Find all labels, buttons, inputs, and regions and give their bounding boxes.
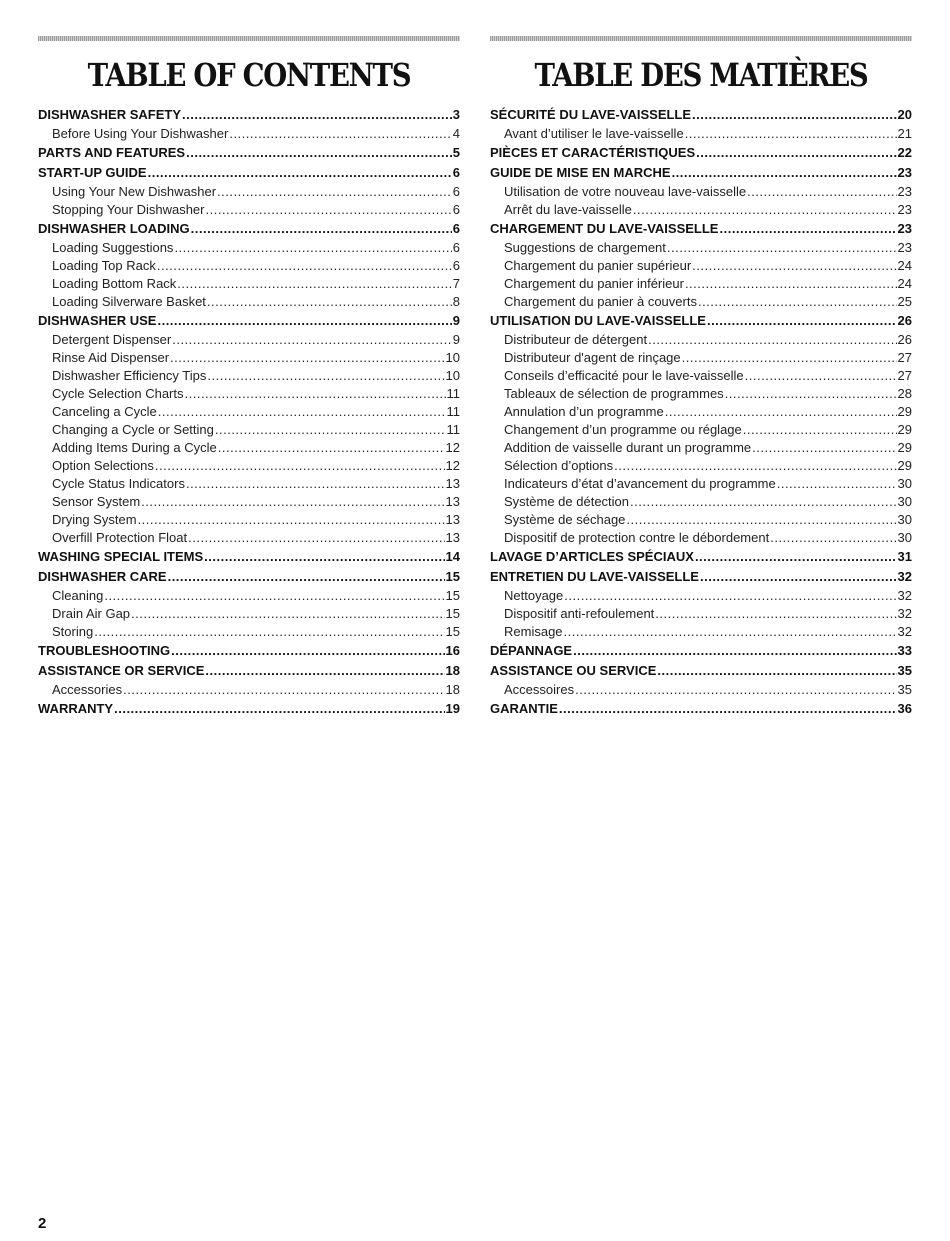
toc-subsection-entry: [490, 201, 912, 219]
entry-page-number: 22: [897, 145, 912, 160]
entry-page-number: 8: [452, 294, 460, 309]
toc-title: TABLE DES MATIÈRES: [534, 56, 868, 94]
entry-page-number: 11: [446, 404, 460, 419]
dot-leader: [630, 493, 897, 511]
entry-label: Arrêt du lave-vaisselle: [504, 202, 632, 217]
toc-subsection-entry: [38, 331, 460, 349]
toc-subsection-entry: [490, 421, 912, 439]
dot-leader: [182, 105, 452, 125]
toc-section-entry: [490, 163, 912, 183]
entry-page-number: 6: [452, 258, 460, 273]
entry-label: DISHWASHER USE: [38, 313, 157, 328]
entry-label: DISHWASHER CARE: [38, 569, 167, 584]
entry-label: Chargement du panier inférieur: [504, 276, 684, 291]
entry-page-number: 27: [897, 350, 912, 365]
dot-leader: [692, 105, 896, 125]
toc-section-entry: [38, 661, 460, 681]
toc-subsection-entry: [38, 125, 460, 143]
toc-section-entry: [490, 311, 912, 331]
toc-section-entry: [490, 661, 912, 681]
entry-page-number: 6: [452, 240, 460, 255]
dot-leader: [695, 547, 897, 567]
entry-label: ENTRETIEN DU LAVE-VAISSELLE: [490, 569, 699, 584]
toc-section-entry: [490, 641, 912, 661]
dot-leader: [564, 623, 897, 641]
toc-subsection-entry: [490, 403, 912, 421]
entry-page-number: 18: [445, 682, 460, 697]
toc-section-entry: [490, 219, 912, 239]
dot-leader: [700, 567, 897, 587]
dot-leader: [157, 257, 452, 275]
dot-leader: [186, 475, 445, 493]
toc-entry-list: [490, 105, 912, 719]
toc-section-entry: [490, 547, 912, 567]
entry-page-number: 12: [445, 440, 460, 455]
toc-subsection-entry: [38, 681, 460, 699]
toc-subsection-entry: [38, 587, 460, 605]
dot-leader: [157, 311, 451, 331]
entry-label: Utilisation de votre nouveau lave-vaisselle: [504, 184, 747, 199]
entry-page-number: 15: [445, 624, 460, 639]
entry-page-number: 12: [445, 458, 460, 473]
dot-leader: [719, 219, 896, 239]
dot-leader: [672, 163, 897, 183]
entry-page-number: 35: [897, 663, 912, 678]
dot-leader: [205, 661, 444, 681]
toc-subsection-entry: [38, 421, 460, 439]
entry-page-number: 21: [897, 126, 912, 141]
entry-label: GARANTIE: [490, 701, 558, 716]
entry-page-number: 24: [897, 276, 912, 291]
entry-label: Nettoyage: [504, 588, 564, 603]
entry-page-number: 29: [897, 458, 912, 473]
entry-label: Changement d’un programme ou réglage: [504, 422, 742, 437]
entry-label: Tableaux de sélection de programmes: [504, 386, 724, 401]
entry-page-number: 6: [452, 165, 460, 180]
dot-leader: [770, 529, 896, 547]
entry-label: Suggestions de chargement: [504, 240, 666, 255]
dot-leader: [155, 457, 445, 475]
header-rule: [38, 36, 460, 41]
entry-label: LAVAGE D’ARTICLES SPÉCIAUX: [490, 549, 694, 564]
toc-subsection-entry: [490, 125, 912, 143]
entry-page-number: 32: [897, 624, 912, 639]
toc-section-entry: [38, 143, 460, 163]
toc-subsection-entry: [38, 403, 460, 421]
dot-leader: [191, 219, 452, 239]
entry-page-number: 23: [897, 221, 912, 236]
entry-page-number: 10: [445, 350, 460, 365]
entry-label: Système de séchage: [504, 512, 626, 527]
toc-subsection-entry: [490, 257, 912, 275]
toc-subsection-entry: [38, 457, 460, 475]
entry-page-number: 6: [452, 221, 460, 236]
entry-label: Cycle Selection Charts: [52, 386, 184, 401]
entry-page-number: 7: [452, 276, 460, 291]
entry-label: PIÈCES ET CARACTÉRISTIQUES: [490, 145, 696, 160]
entry-page-number: 36: [897, 701, 912, 716]
entry-label: Avant d’utiliser le lave-vaisselle: [504, 126, 684, 141]
dot-leader: [172, 331, 452, 349]
entry-page-number: 29: [897, 422, 912, 437]
entry-page-number: 14: [445, 549, 460, 564]
toc-subsection-entry: [38, 349, 460, 367]
toc-subsection-entry: [490, 511, 912, 529]
entry-page-number: 30: [897, 494, 912, 509]
dot-leader: [186, 143, 452, 163]
toc-section-entry: [38, 547, 460, 567]
entry-label: Drain Air Gap: [52, 606, 131, 621]
toc-subsection-entry: [38, 367, 460, 385]
entry-page-number: 32: [897, 588, 912, 603]
entry-page-number: 19: [445, 701, 460, 716]
entry-label: Loading Suggestions: [52, 240, 174, 255]
toc-subsection-entry: [490, 367, 912, 385]
entry-label: Conseils d’efficacité pour le lave-vaisselle: [504, 368, 744, 383]
dot-leader: [626, 511, 896, 529]
toc-subsection-entry: [490, 239, 912, 257]
entry-label: GUIDE DE MISE EN MARCHE: [490, 165, 671, 180]
toc-subsection-entry: [490, 529, 912, 547]
dot-leader: [657, 661, 896, 681]
entry-page-number: 29: [897, 440, 912, 455]
entry-page-number: 26: [897, 332, 912, 347]
entry-page-number: 3: [452, 107, 460, 122]
entry-page-number: 11: [446, 422, 460, 437]
entry-page-number: 23: [897, 240, 912, 255]
dot-leader: [188, 529, 444, 547]
entry-label: Accessories: [52, 682, 123, 697]
dot-leader: [564, 587, 896, 605]
dot-leader: [141, 493, 444, 511]
toc-section-entry: [490, 143, 912, 163]
entry-label: Detergent Dispenser: [52, 332, 172, 347]
dot-leader: [207, 367, 444, 385]
entry-label: Indicateurs d’état d’avancement du programme: [504, 476, 776, 491]
entry-page-number: 13: [445, 512, 460, 527]
dot-leader: [696, 143, 896, 163]
entry-label: UTILISATION DU LAVE-VAISSELLE: [490, 313, 706, 328]
entry-label: Canceling a Cycle: [52, 404, 157, 419]
entry-label: Addition de vaisselle durant un programme: [504, 440, 752, 455]
entry-label: Annulation d’un programme: [504, 404, 664, 419]
dot-leader: [174, 239, 451, 257]
toc-subsection-entry: [38, 493, 460, 511]
entry-page-number: 13: [445, 530, 460, 545]
dot-leader: [131, 605, 444, 623]
entry-label: Cycle Status Indicators: [52, 476, 185, 491]
entry-page-number: 23: [897, 165, 912, 180]
entry-page-number: 23: [897, 184, 912, 199]
entry-page-number: 32: [897, 569, 912, 584]
page-number: 2: [38, 1215, 47, 1232]
dot-leader: [148, 163, 452, 183]
toc-subsection-entry: [38, 385, 460, 403]
toc-subsection-entry: [38, 439, 460, 457]
toc-subsection-entry: [490, 475, 912, 493]
english-toc-column: [38, 36, 460, 719]
toc-title: TABLE OF CONTENTS: [87, 56, 411, 94]
dot-leader: [207, 293, 452, 311]
toc-subsection-entry: [38, 623, 460, 641]
entry-label: DISHWASHER LOADING: [38, 221, 190, 236]
dot-leader: [707, 311, 897, 331]
toc-section-entry: [38, 311, 460, 331]
entry-label: Dispositif de protection contre le débordement: [504, 530, 770, 545]
entry-page-number: 30: [897, 512, 912, 527]
dot-leader: [667, 239, 897, 257]
entry-label: PARTS AND FEATURES: [38, 145, 186, 160]
dot-leader: [655, 605, 896, 623]
entry-page-number: 23: [897, 202, 912, 217]
dot-leader: [698, 293, 897, 311]
header-rule: [490, 36, 912, 41]
entry-label: Accessoires: [504, 682, 575, 697]
dot-leader: [185, 385, 446, 403]
toc-section-entry: [38, 699, 460, 719]
dot-leader: [177, 275, 451, 293]
entry-label: ASSISTANCE OU SERVICE: [490, 663, 657, 678]
toc-section-entry: [38, 163, 460, 183]
entry-page-number: 20: [897, 107, 912, 122]
toc-subsection-entry: [490, 587, 912, 605]
dot-leader: [743, 421, 897, 439]
toc-subsection-entry: [490, 605, 912, 623]
entry-page-number: 30: [897, 530, 912, 545]
entry-label: Sensor System: [52, 494, 141, 509]
toc-subsection-entry: [38, 529, 460, 547]
toc-subsection-entry: [490, 275, 912, 293]
toc-subsection-entry: [38, 201, 460, 219]
toc-section-entry: [38, 105, 460, 125]
toc-section-entry: [38, 567, 460, 587]
entry-label: Dishwasher Efficiency Tips: [52, 368, 207, 383]
entry-page-number: 5: [452, 145, 460, 160]
entry-page-number: 9: [452, 332, 460, 347]
entry-label: TROUBLESHOOTING: [38, 643, 171, 658]
dot-leader: [94, 623, 444, 641]
toc-subsection-entry: [490, 623, 912, 641]
entry-page-number: 11: [446, 386, 460, 401]
dot-leader: [685, 275, 897, 293]
entry-page-number: 4: [452, 126, 460, 141]
dot-leader: [752, 439, 896, 457]
entry-label: Changing a Cycle or Setting: [52, 422, 214, 437]
entry-page-number: 16: [445, 643, 460, 658]
toc-subsection-entry: [38, 275, 460, 293]
dot-leader: [171, 641, 444, 661]
dot-leader: [692, 257, 896, 275]
entry-page-number: 28: [897, 386, 912, 401]
entry-label: Loading Top Rack: [52, 258, 156, 273]
entry-page-number: 26: [897, 313, 912, 328]
dot-leader: [217, 183, 452, 201]
entry-label: Drying System: [52, 512, 137, 527]
entry-label: Overfill Protection Float: [52, 530, 188, 545]
entry-page-number: 24: [897, 258, 912, 273]
entry-label: Loading Bottom Rack: [52, 276, 177, 291]
entry-page-number: 27: [897, 368, 912, 383]
entry-label: Distributeur d'agent de rinçage: [504, 350, 681, 365]
entry-page-number: 6: [452, 184, 460, 199]
entry-page-number: 15: [445, 569, 460, 584]
entry-page-number: 13: [445, 494, 460, 509]
dot-leader: [747, 183, 896, 201]
entry-page-number: 15: [445, 606, 460, 621]
entry-label: Dispositif anti-refoulement: [504, 606, 655, 621]
dot-leader: [745, 367, 897, 385]
entry-page-number: 25: [897, 294, 912, 309]
entry-label: WASHING SPECIAL ITEMS: [38, 549, 204, 564]
entry-page-number: 35: [897, 682, 912, 697]
entry-page-number: 9: [452, 313, 460, 328]
entry-page-number: 15: [445, 588, 460, 603]
entry-label: START-UP GUIDE: [38, 165, 147, 180]
dot-leader: [123, 681, 444, 699]
entry-page-number: 32: [897, 606, 912, 621]
dot-leader: [206, 201, 452, 219]
dot-leader: [575, 681, 896, 699]
dot-leader: [158, 403, 446, 421]
dot-leader: [218, 439, 445, 457]
entry-label: WARRANTY: [38, 701, 114, 716]
french-toc-column: [490, 36, 912, 719]
entry-label: Stopping Your Dishwasher: [52, 202, 205, 217]
entry-label: Rinse Aid Dispenser: [52, 350, 170, 365]
dot-leader: [559, 699, 897, 719]
toc-subsection-entry: [490, 493, 912, 511]
toc-subsection-entry: [490, 457, 912, 475]
toc-section-entry: [490, 567, 912, 587]
toc-subsection-entry: [38, 239, 460, 257]
entry-label: Système de détection: [504, 494, 630, 509]
toc-subsection-entry: [490, 385, 912, 403]
entry-label: DÉPANNAGE: [490, 643, 573, 658]
dot-leader: [685, 125, 897, 143]
toc-subsection-entry: [490, 183, 912, 201]
toc-subsection-entry: [38, 511, 460, 529]
entry-label: DISHWASHER SAFETY: [38, 107, 182, 122]
dot-leader: [573, 641, 896, 661]
toc-subsection-entry: [490, 349, 912, 367]
dot-leader: [229, 125, 451, 143]
entry-label: Storing: [52, 624, 94, 639]
toc-section-entry: [38, 219, 460, 239]
dot-leader: [725, 385, 897, 403]
dot-leader: [215, 421, 446, 439]
dot-leader: [204, 547, 444, 567]
toc-subsection-entry: [38, 475, 460, 493]
entry-label: Chargement du panier à couverts: [504, 294, 697, 309]
toc-subsection-entry: [38, 183, 460, 201]
entry-page-number: 33: [897, 643, 912, 658]
dot-leader: [648, 331, 896, 349]
entry-page-number: 10: [445, 368, 460, 383]
dot-leader: [114, 699, 444, 719]
entry-label: ASSISTANCE OR SERVICE: [38, 663, 205, 678]
toc-subsection-entry: [38, 605, 460, 623]
toc-subsection-entry: [490, 293, 912, 311]
toc-section-entry: [490, 105, 912, 125]
entry-page-number: 18: [445, 663, 460, 678]
dot-leader: [170, 349, 444, 367]
entry-label: Adding Items During a Cycle: [52, 440, 217, 455]
entry-label: Distributeur de détergent: [504, 332, 648, 347]
toc-entry-list: [38, 105, 460, 719]
entry-label: Option Selections: [52, 458, 154, 473]
entry-label: Remisage: [504, 624, 563, 639]
entry-page-number: 30: [897, 476, 912, 491]
dot-leader: [777, 475, 897, 493]
dot-leader: [665, 403, 897, 421]
entry-label: Sélection d’options: [504, 458, 614, 473]
entry-label: Before Using Your Dishwasher: [52, 126, 229, 141]
dot-leader: [138, 511, 445, 529]
entry-page-number: 29: [897, 404, 912, 419]
entry-page-number: 31: [897, 549, 912, 564]
entry-label: SÉCURITÉ DU LAVE-VAISSELLE: [490, 107, 692, 122]
dot-leader: [168, 567, 445, 587]
entry-label: Cleaning: [52, 588, 104, 603]
toc-section-entry: [490, 699, 912, 719]
toc-subsection-entry: [490, 439, 912, 457]
toc-subsection-entry: [490, 681, 912, 699]
dot-leader: [614, 457, 896, 475]
entry-label: Chargement du panier supérieur: [504, 258, 692, 273]
toc-subsection-entry: [490, 331, 912, 349]
dot-leader: [682, 349, 897, 367]
toc-subsection-entry: [38, 257, 460, 275]
dot-leader: [633, 201, 897, 219]
entry-label: CHARGEMENT DU LAVE-VAISSELLE: [490, 221, 719, 236]
entry-page-number: 13: [445, 476, 460, 491]
entry-page-number: 6: [452, 202, 460, 217]
entry-label: Using Your New Dishwasher: [52, 184, 217, 199]
dot-leader: [104, 587, 444, 605]
toc-section-entry: [38, 641, 460, 661]
entry-label: Loading Silverware Basket: [52, 294, 206, 309]
toc-subsection-entry: [38, 293, 460, 311]
